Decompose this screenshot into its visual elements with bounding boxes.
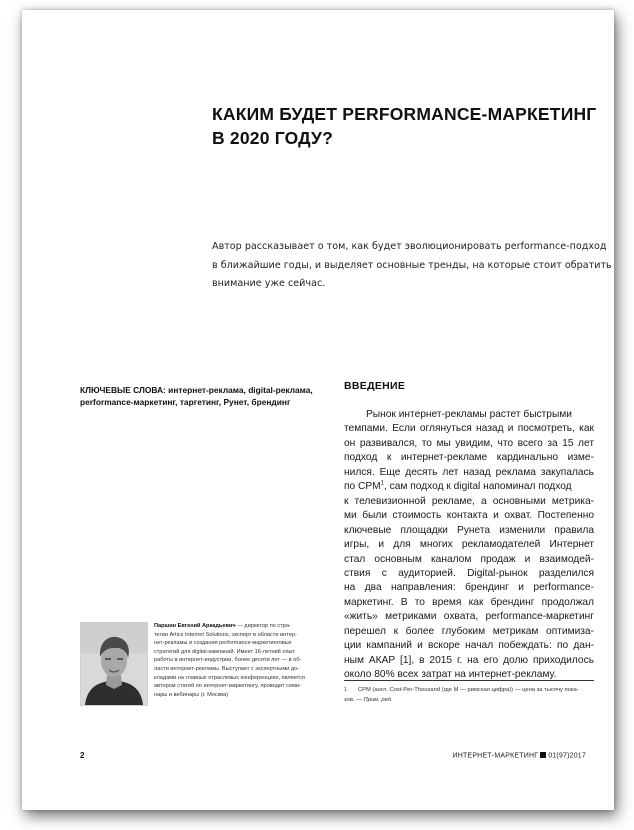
lead-line: Автор рассказывает о том, как будет эволюционировать performance-подход (212, 241, 607, 252)
footnote (344, 685, 594, 705)
body-fragment: , сам подход к digital напоминал подход (384, 481, 572, 493)
body-fragment: по CPM (344, 481, 381, 493)
body-line: перешел к более глубоким метрикам оптимиза- (344, 625, 594, 637)
author-name: Паршин Евгений Аркадьевич (154, 623, 236, 629)
body-line: маркетинг. В то время как брендинг продолжал (344, 596, 594, 608)
bio-line: автором статей по интернет-маркетингу, проводит семи- (154, 683, 301, 690)
journal-name: ИНТЕРНЕТ-МАРКЕТИНГ (452, 752, 539, 760)
body-line: Рынок интернет-рекламы растет быстрыми (366, 409, 572, 420)
page-number: 2 (80, 751, 85, 760)
body-line: стал основным каналом продаж и взаимодей- (344, 553, 594, 565)
bio-text: — директор по стра- (235, 623, 291, 629)
bio-line: тегии Artics Internet Solutions, эксперт в области интер- (154, 631, 297, 638)
body-line: около 80% всех затрат на интернет-рекламу. (344, 669, 557, 681)
author-portrait-icon (81, 623, 147, 705)
body-line: ции кампаний и вскоре начал побеждать: по дан- (344, 640, 594, 652)
lead-line: внимание уже сейчас. (212, 278, 326, 289)
body-line: темпами. Если оглянуться назад и посмотреть, как (344, 423, 594, 435)
body-line (344, 480, 594, 494)
bio-line: нары и вебинары (г. Москва) (154, 691, 229, 698)
keywords-text: интернет-реклама, digital-реклама, (168, 385, 313, 395)
running-footer (452, 752, 586, 759)
body-text (344, 408, 594, 683)
title-line: КАКИМ БУДЕТ PERFORMANCE-МАРКЕТИНГ (212, 104, 597, 124)
square-icon (540, 752, 546, 758)
section-heading: ВВЕДЕНИЕ (344, 380, 406, 392)
footnote-text: зов. — (344, 697, 364, 703)
body-line: ми были стоимость контакта и охват. Постепенно (344, 510, 594, 522)
keywords-label: КЛЮЧЕВЫЕ СЛОВА: (80, 385, 166, 395)
article-title (212, 102, 602, 150)
footnote-divider (344, 680, 594, 681)
footnote-note: Прим. ред. (363, 697, 393, 703)
body-line: нился. Еще десять лет назад реклама закупалась (344, 466, 594, 478)
body-line: ствия с аудиторией. Digital-рынок разделился (344, 567, 594, 579)
author-photo (80, 622, 148, 706)
title-line: В 2020 ГОДУ? (212, 128, 334, 148)
body-line: ключевые площадки Рунета изменили правила (344, 524, 594, 536)
bio-line: работы в интернет-индустрии, более десяти лет — в об- (154, 657, 302, 664)
footnote-text: CPM (англ. Cost-Per-Thousand (где M — римская цифра)) — цена за тысячу пока- (358, 687, 579, 693)
lead-line: в ближайшие годы, и выделяет основные тренды, на которые стоит обратить (212, 259, 612, 271)
author-bio (154, 622, 319, 699)
document-page (22, 10, 614, 810)
body-line: на два направления: брендинг и performance- (344, 582, 594, 594)
footnote-ref: 1 (380, 480, 384, 487)
body-line: «жить» метриками охвата, performance-маркетинг (344, 611, 594, 623)
keywords-block (80, 384, 313, 408)
bio-line: ласти интернет-рекламы. Выступает с экспертными до- (154, 665, 300, 672)
body-line: к телевизионной рекламе, а основными метрика- (344, 495, 594, 507)
issue-number: 01(97)2017 (548, 752, 586, 760)
bio-line: стратегий для digital-кампаний. Имеет 16-летний опыт (154, 648, 296, 655)
bio-line: нет-рекламы и создания performance-маркетинговых (154, 640, 292, 647)
body-line: он развивался, то мы увидим, что всего за 15 лет (344, 437, 594, 449)
footnote-number: 1 (344, 687, 347, 693)
body-line: подход к интернет-рекламе кардинально изме- (344, 452, 594, 464)
keywords-text: performance-маркетинг, таргетинг, Рунет, брендинг (80, 397, 291, 407)
body-line: ным АКАР [1], в 2015 г. на его долю приходилось (344, 654, 594, 666)
body-line: игры, и для многих рекламодателей Интернет (344, 539, 594, 551)
bio-line: кладами на главных отраслевых конференциях, является (154, 674, 305, 681)
article-lead (212, 238, 612, 294)
